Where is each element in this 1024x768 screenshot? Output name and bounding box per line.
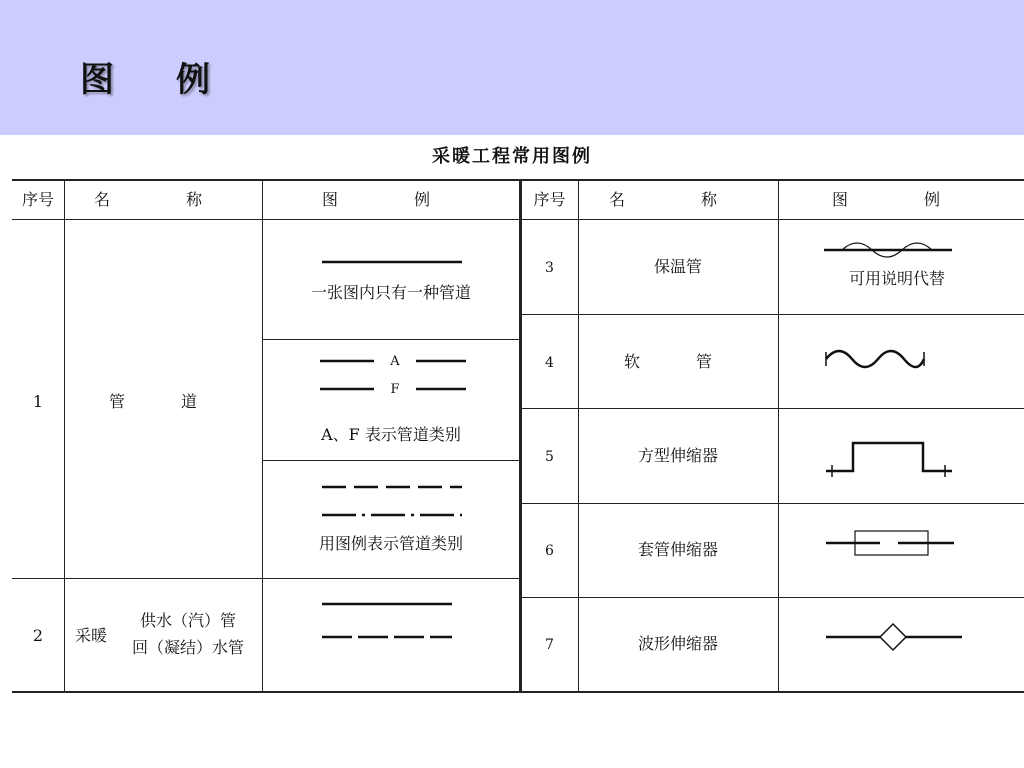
row4-index: 4 [545,355,554,371]
square-expansion-joint-symbol [826,443,952,477]
row7-name: 波形伸缩器 [637,634,718,653]
slide-title: 图例 [80,60,272,100]
row7-index: 7 [545,637,554,653]
row1-variant2-label-a: A [390,354,400,369]
row3-name: 保温管 [653,257,702,276]
hose-symbol [826,351,924,367]
header-index-right: 序号 [533,190,566,209]
insulated-pipe-symbol [824,243,952,257]
header-name-left: 名 称 [93,190,232,209]
row2-name-return: 回（凝结）水管 [131,638,244,657]
row6-name: 套管伸缩器 [637,540,718,559]
row3-caption: 可用说明代替 [848,269,945,288]
header-name-right: 名 称 [608,190,747,209]
row2-name-supply: 供水（汽）管 [139,611,236,630]
header-symbol-left: 图 例 [321,190,460,209]
sleeve-expansion-joint-symbol [826,531,954,555]
row4-name: 软 管 [623,352,732,371]
row1-variant3-caption: 用图例表示管道类别 [318,534,463,553]
header-index-left: 序号 [21,190,54,209]
row3-index: 3 [545,260,554,276]
row1-index: 1 [32,392,44,411]
row2-index: 2 [32,626,44,645]
bellows-expansion-joint-symbol [826,624,962,650]
row1-variant2-label-f: F [390,382,400,397]
header-symbol-right: 图 例 [831,190,970,209]
table-title: 采暖工程常用图例 [432,146,592,167]
row1-variant1-caption: 一张图内只有一种管道 [310,283,471,302]
row5-name: 方型伸缩器 [637,446,718,465]
row1-name: 管 道 [108,392,217,411]
row6-index: 6 [545,543,554,559]
row2-category: 采暖 [74,626,107,645]
row1-variant2-caption: A、F 表示管道类别 [321,425,461,444]
row5-index: 5 [545,449,554,465]
